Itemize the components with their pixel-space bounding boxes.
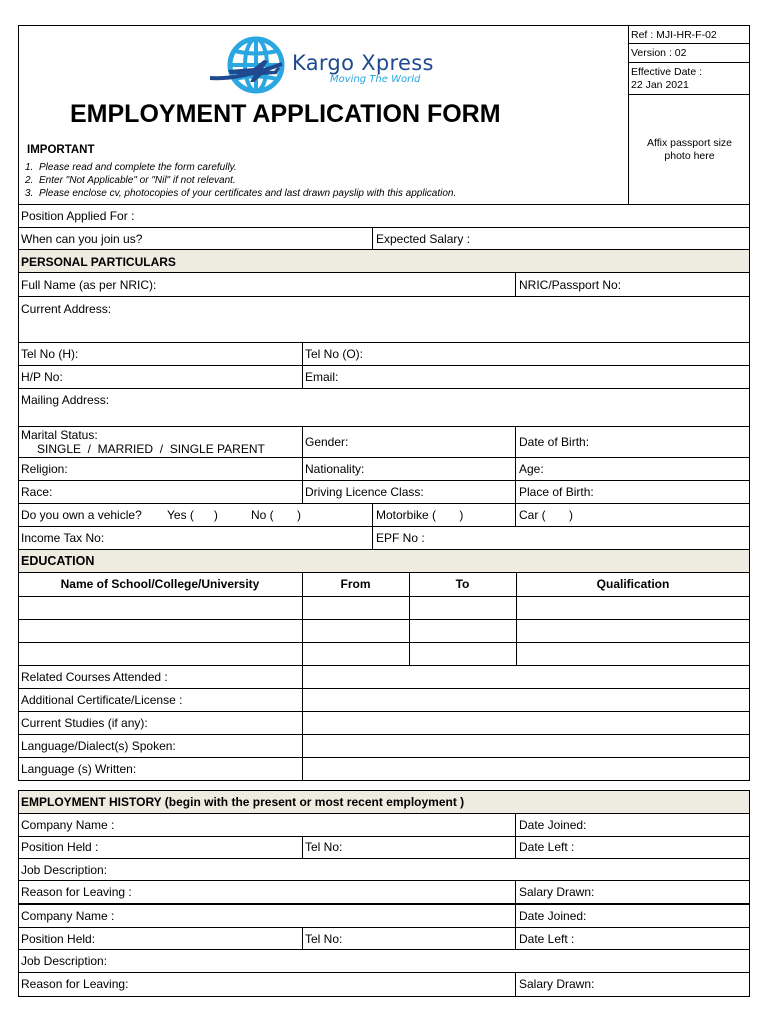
- marital-status-options[interactable]: SINGLE / MARRIED / SINGLE PARENT: [37, 442, 265, 456]
- emp2-position-field[interactable]: Position Held:: [21, 932, 96, 946]
- related-courses-field[interactable]: Related Courses Attended :: [21, 670, 168, 684]
- company-logo: [208, 34, 468, 96]
- motorbike-option[interactable]: Motorbike ( ): [376, 508, 464, 522]
- edu-col-qualification: Qualification: [596, 577, 670, 591]
- tel-office-field[interactable]: Tel No (O):: [305, 347, 364, 361]
- doc-version: Version : 02: [631, 47, 687, 59]
- vehicle-no-option[interactable]: No ( ): [251, 508, 302, 522]
- driving-licence-field[interactable]: Driving Licence Class:: [305, 485, 424, 499]
- table-row[interactable]: [19, 597, 749, 619]
- photo-placeholder-line2: photo here: [664, 150, 715, 162]
- mailing-address-field[interactable]: Mailing Address:: [21, 393, 110, 407]
- emp1-reason-field[interactable]: Reason for Leaving :: [21, 885, 132, 899]
- nationality-field[interactable]: Nationality:: [305, 462, 365, 476]
- doc-ref: Ref : MJI-HR-F-02: [631, 29, 717, 41]
- current-studies-field[interactable]: Current Studies (if any):: [21, 716, 148, 730]
- emp2-job-description-field[interactable]: Job Description:: [21, 954, 108, 968]
- emp1-job-description-field[interactable]: Job Description:: [21, 863, 108, 877]
- personal-heading: PERSONAL PARTICULARS: [21, 255, 176, 269]
- emp2-reason-field[interactable]: Reason for Leaving:: [21, 977, 129, 991]
- form-title: EMPLOYMENT APPLICATION FORM: [70, 100, 501, 128]
- religion-field[interactable]: Religion:: [21, 462, 68, 476]
- position-applied-field[interactable]: Position Applied For :: [21, 209, 135, 223]
- current-address-field[interactable]: Current Address:: [21, 302, 112, 316]
- join-date-field[interactable]: When can you join us?: [21, 232, 143, 246]
- vehicle-question: Do you own a vehicle?: [21, 508, 142, 522]
- marital-status-label: Marital Status:: [21, 428, 98, 442]
- dob-field[interactable]: Date of Birth:: [519, 435, 590, 449]
- hp-field[interactable]: H/P No:: [21, 370, 63, 384]
- emp1-company-field[interactable]: Company Name :: [21, 818, 115, 832]
- additional-certificate-field[interactable]: Additional Certificate/License :: [21, 693, 183, 707]
- edu-col-to: To: [455, 577, 470, 591]
- company-name: Kargo Xpress: [292, 51, 434, 75]
- doc-effective-date: 22 Jan 2021: [631, 79, 689, 91]
- nric-field[interactable]: NRIC/Passport No:: [519, 278, 622, 292]
- emp2-company-field[interactable]: Company Name :: [21, 909, 115, 923]
- age-field[interactable]: Age:: [519, 462, 544, 476]
- education-section-header: [18, 550, 750, 573]
- emp2-tel-field[interactable]: Tel No:: [305, 932, 343, 946]
- full-name-field[interactable]: Full Name (as per NRIC):: [21, 278, 157, 292]
- important-item-3-text: Please enclose cv, photocopies of your certificates and last drawn payslip with this application.: [39, 188, 457, 199]
- email-field[interactable]: Email:: [305, 370, 339, 384]
- important-item-3-num: 3.: [25, 188, 34, 199]
- place-of-birth-field[interactable]: Place of Birth:: [519, 485, 594, 499]
- education-heading: EDUCATION: [21, 554, 95, 568]
- income-tax-field[interactable]: Income Tax No:: [21, 531, 105, 545]
- photo-placeholder-line1: Affix passport size: [646, 137, 732, 149]
- table-row[interactable]: [19, 620, 749, 642]
- employment-table: [18, 814, 750, 997]
- car-option[interactable]: Car ( ): [519, 508, 573, 522]
- expected-salary-field[interactable]: Expected Salary :: [376, 232, 471, 246]
- edu-col-school: Name of School/College/University: [60, 577, 260, 591]
- important-item-2-text: Enter "Not Applicable" or "Nil" if not relevant.: [39, 175, 236, 186]
- table-row[interactable]: [19, 643, 749, 665]
- emp2-salary-field[interactable]: Salary Drawn:: [519, 977, 595, 991]
- languages-spoken-field[interactable]: Language/Dialect(s) Spoken:: [21, 739, 176, 753]
- emp1-date-joined-field[interactable]: Date Joined:: [519, 818, 587, 832]
- vehicle-yes-option[interactable]: Yes ( ): [167, 508, 218, 522]
- emp1-position-field[interactable]: Position Held :: [21, 840, 99, 854]
- doc-effective-label: Effective Date :: [631, 66, 703, 78]
- company-tagline: Moving The World: [330, 74, 421, 85]
- important-item-1-num: 1.: [25, 162, 34, 173]
- tel-home-field[interactable]: Tel No (H):: [21, 347, 79, 361]
- employment-heading: EMPLOYMENT HISTORY (begin with the present or most recent employment ): [21, 795, 465, 809]
- important-item-2-num: 2.: [25, 175, 34, 186]
- edu-col-from: From: [340, 577, 371, 591]
- emp2-date-left-field[interactable]: Date Left :: [519, 932, 575, 946]
- emp1-tel-field[interactable]: Tel No:: [305, 840, 343, 854]
- gender-field[interactable]: Gender:: [305, 435, 349, 449]
- languages-written-field[interactable]: Language (s) Written:: [21, 762, 137, 776]
- epf-field[interactable]: EPF No :: [376, 531, 425, 545]
- race-field[interactable]: Race:: [21, 485, 53, 499]
- emp2-date-joined-field[interactable]: Date Joined:: [519, 909, 587, 923]
- globe-plane-icon: [208, 34, 292, 96]
- emp1-date-left-field[interactable]: Date Left :: [519, 840, 575, 854]
- emp1-salary-field[interactable]: Salary Drawn:: [519, 885, 595, 899]
- important-item-1-text: Please read and complete the form carefully.: [39, 162, 237, 173]
- important-heading: IMPORTANT: [27, 144, 95, 156]
